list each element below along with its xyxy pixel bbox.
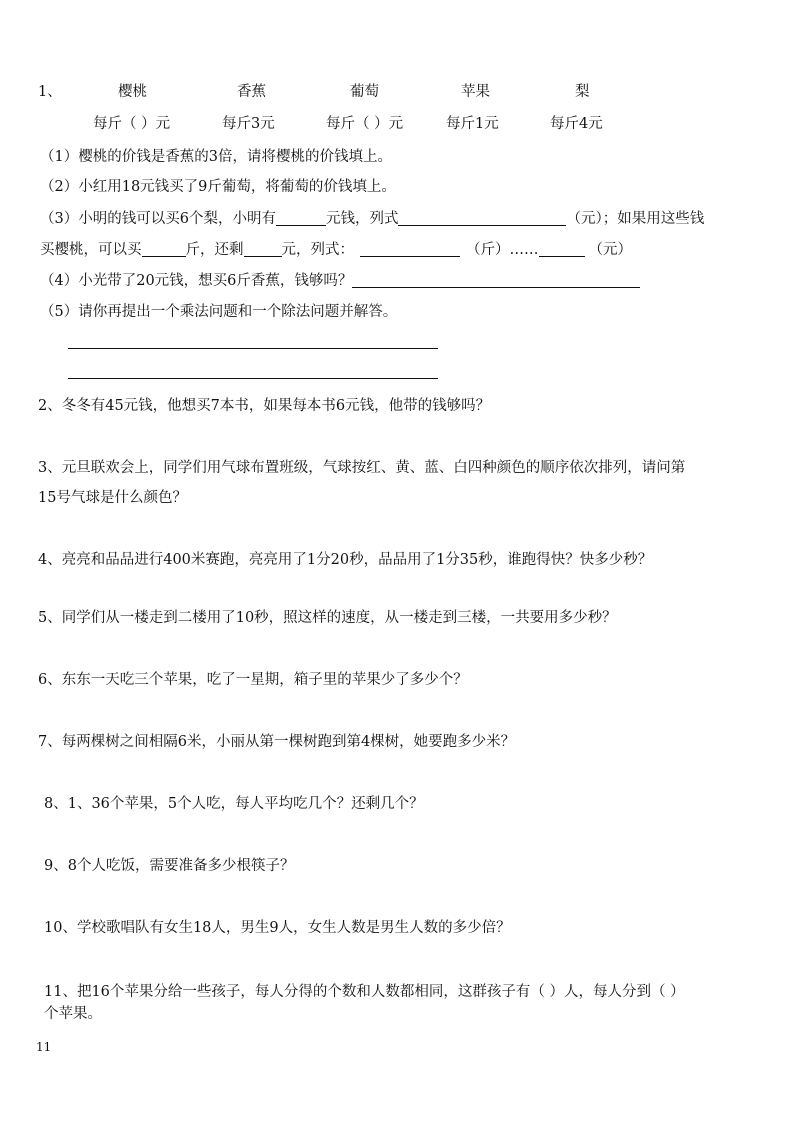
answer-blank-remainder[interactable] (539, 241, 585, 257)
answer-blank-jin[interactable] (142, 241, 186, 257)
answer-blank-formula2[interactable] (360, 241, 460, 257)
question-3-line1: 3、元旦联欢会上，同学们用气球布置班级，气球按红、黄、蓝、白四种颜色的顺序依次排列，请问第 (38, 460, 686, 476)
q1-sub3-text-f: 元，列式： (281, 242, 354, 258)
q1-sub3-text-c: （元）；如果用这些钱 (566, 211, 705, 227)
fruit-price-grape: 每斤（ ）元 (326, 116, 404, 132)
fruit-name-banana: 香蕉 (237, 84, 266, 100)
q1-sub4-text: （4）小光带了20元钱，想买6斤香蕉，钱够吗？ (40, 273, 353, 289)
answer-blank-money[interactable] (276, 210, 326, 226)
answer-blank-enough[interactable] (352, 272, 640, 288)
fruit-price-cherry: 每斤（ ）元 (93, 116, 171, 132)
fruit-name-grape: 葡萄 (350, 84, 379, 100)
fruit-name-apple: 苹果 (461, 84, 490, 100)
question-6: 6、东东一天吃三个苹果，吃了一星期，箱子里的苹果少了多少个？ (38, 672, 468, 688)
answer-blank-formula[interactable] (398, 210, 566, 226)
q1-sub3-text-b: 元钱，列式 (325, 211, 399, 227)
question-7: 7、每两棵树之间相隔6米，小丽从第一棵树跑到第4棵树，她要跑多少米？ (38, 734, 516, 750)
question-11-line1: 11、把16个苹果分给一些孩子，每人分得的个数和人数都相同，这群孩子有（ ）人，每人分到（ ） (44, 984, 685, 1000)
question-11-line2: 个苹果。 (44, 1006, 102, 1022)
fruit-price-pear: 每斤4元 (550, 116, 603, 132)
q1-sub3-text-a: （3）小明的钱可以买6个梨，小明有 (40, 211, 276, 227)
question-5: 5、同学们从一楼走到二楼用了10秒，照这样的速度，从一楼走到三楼，一共要用多少秒？ (38, 610, 617, 626)
page-number: 11 (36, 1040, 52, 1054)
question-9: 9、8个人吃饭，需要准备多少根筷子？ (44, 858, 295, 874)
fruit-name-cherry: 樱桃 (118, 84, 147, 100)
question-3-line2: 15号气球是什么颜色？ (38, 490, 187, 506)
fruit-price-banana: 每斤3元 (222, 116, 275, 132)
q1-sub2: （2）小红用18元钱买了9斤葡萄，将葡萄的价钱填上。 (40, 179, 396, 195)
q1-sub3-line2 (40, 240, 632, 260)
q1-sub4 (40, 271, 640, 291)
q1-sub3-text-d: 买樱桃，可以买 (40, 242, 142, 258)
q1-sub3-text-g: （斤）…… (466, 242, 539, 258)
q1-sub3-text-h: （元） (588, 242, 632, 258)
question-2: 2、冬冬有45元钱，他想买7本书，如果每本书6元钱，他带的钱够吗？ (38, 398, 491, 414)
question-8: 8、1、36个苹果，5个人吃，每人平均吃几个？还剩几个？ (44, 796, 424, 812)
answer-line-2[interactable] (68, 378, 438, 379)
question-4: 4、亮亮和品品进行400米赛跑，亮亮用了1分20秒，品品用了1分35秒，谁跑得快？快多少秒？ (38, 552, 653, 568)
question-10: 10、学校歌唱队有女生18人，男生9人，女生人数是男生人数的多少倍？ (44, 920, 511, 936)
q1-sub1: （1）樱桃的价钱是香蕉的3倍，请将樱桃的价钱填上。 (40, 149, 392, 165)
q1-sub3-line1 (40, 209, 704, 229)
q1-number: 1、 (38, 84, 62, 100)
answer-line-1[interactable] (68, 348, 438, 349)
answer-blank-remain[interactable] (244, 241, 282, 257)
fruit-name-pear: 梨 (575, 84, 590, 100)
q1-sub3-text-e: 斤，还剩 (185, 242, 244, 258)
fruit-price-apple: 每斤1元 (446, 116, 499, 132)
q1-sub5: （5）请你再提出一个乘法问题和一个除法问题并解答。 (40, 304, 398, 320)
